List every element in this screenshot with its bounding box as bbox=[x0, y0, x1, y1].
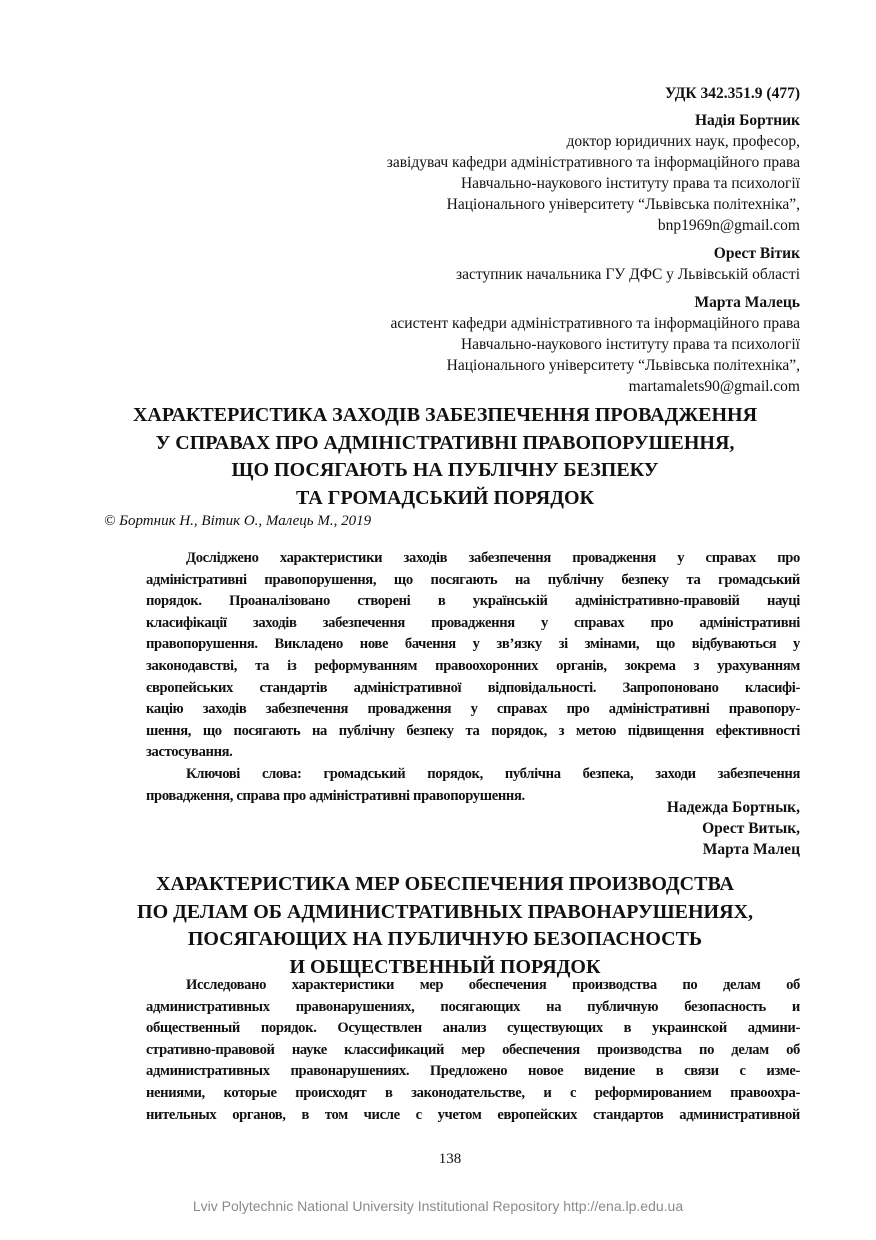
author-name-ru: Марта Малец bbox=[702, 841, 800, 858]
title-line: ХАРАКТЕРИСТИКА ЗАХОДІВ ЗАБЕЗПЕЧЕННЯ ПРОВАДЖЕННЯ bbox=[132, 404, 758, 426]
copyright: © Бортник Н., Вітик О., Малець М., 2019 bbox=[104, 513, 372, 529]
abstract-line: нениями, которые происходят в законодательстве, и с реформированием правоохра- bbox=[146, 1084, 800, 1101]
abstract-line: Исследовано характеристики мер обеспечения производства по делам об bbox=[186, 977, 800, 993]
author-affiliation: Національного університету “Львівська політехніка”, bbox=[446, 357, 800, 374]
abstract-line: застосування. bbox=[146, 744, 233, 761]
keywords-line: Ключові слова: громадський порядок, публічна безпека, заходи забезпечення bbox=[186, 765, 800, 782]
abstract-ua bbox=[146, 548, 800, 807]
keywords-line: провадження, справа про адміністративні правопорушення. bbox=[146, 787, 525, 804]
abstract-line: адміністративні правопорушення, що посягають на публічну безпеку та громадський bbox=[146, 571, 800, 588]
abstract-line: нительных органов, в том числе с учетом европейских стандартов административной bbox=[146, 1106, 800, 1123]
author-name-ru: Орест Витык, bbox=[702, 820, 800, 837]
page-number: 138 bbox=[438, 1151, 462, 1167]
author-affiliation: завідувач кафедри адміністративного та інформаційного права bbox=[386, 154, 800, 171]
author-name: Марта Малець bbox=[694, 294, 800, 311]
abstract-line: класифікації заходів забезпечення провадження у справах про адміністративні bbox=[146, 614, 800, 631]
abstract-line: административных правонарушениях, посягающих на публичную безопасность и bbox=[146, 998, 800, 1015]
author-affiliation: Національного університету “Львівська політехніка”, bbox=[446, 196, 800, 213]
title-line: ПОСЯГАЮЩИХ НА ПУБЛИЧНУЮ БЕЗОПАСНОСТЬ bbox=[187, 928, 703, 950]
author-name: Надія Бортник bbox=[694, 112, 800, 129]
author-affiliation: Навчально-наукового інституту права та психології bbox=[460, 175, 800, 192]
udc-code: УДК 342.351.9 (477) bbox=[664, 85, 800, 102]
author-name: Орест Вітик bbox=[713, 245, 800, 262]
author-block-ua bbox=[387, 110, 800, 397]
title-line: У СПРАВАХ ПРО АДМІНІСТРАТИВНІ ПРАВОПОРУШЕННЯ, bbox=[155, 431, 735, 454]
title-ru bbox=[0, 871, 876, 981]
title-ua bbox=[0, 402, 876, 512]
abstract-line: административных правонарушениях. Предложено новое видение в связи с изме- bbox=[146, 1063, 800, 1080]
title-line: ПО ДЕЛАМ ОБ АДМИНИСТРАТИВНЫХ ПРАВОНАРУШЕНИЯХ, bbox=[137, 900, 753, 923]
author-affiliation: асистент кафедри адміністративного та інформаційного права bbox=[390, 315, 800, 332]
author-email[interactable]: martamalets90@gmail.com bbox=[628, 378, 800, 395]
abstract-line: європейських стандартів адміністративної відповідальності. Запропоновано класифі- bbox=[146, 679, 800, 696]
title-line: И ОБЩЕСТВЕННЫЙ ПОРЯДОК bbox=[289, 955, 601, 978]
abstract-line: стративно-правовой науке классификаций мер обеспечения производства по делам об bbox=[146, 1041, 800, 1058]
title-line: ЩО ПОСЯГАЮТЬ НА ПУБЛІЧНУ БЕЗПЕКУ bbox=[231, 459, 659, 481]
author-affiliation: заступник начальника ГУ ДФС у Львівській області bbox=[456, 266, 800, 283]
authors-ru bbox=[667, 797, 800, 860]
author-email[interactable]: bnp1969n@gmail.com bbox=[657, 217, 800, 234]
abstract-line: шення, що посягають на публічну безпеку та порядок, з метою підвищення ефективності bbox=[146, 722, 800, 739]
abstract-line: правопорушення. Викладено нове бачення у зв’язку зі змінами, що відбуваються у bbox=[146, 636, 800, 653]
repository-footer: Lviv Polytechnic National University Institutional Repository http://ena.lp.edu.ua bbox=[192, 1198, 684, 1214]
author-affiliation: Навчально-наукового інституту права та психології bbox=[460, 336, 800, 353]
abstract-line: порядок. Проаналізовано створені в українській адміністративно-правовій науці bbox=[146, 593, 800, 610]
title-line: ХАРАКТЕРИСТИКА МЕР ОБЕСПЕЧЕНИЯ ПРОИЗВОДСТВА bbox=[156, 873, 734, 895]
author-affiliation: доктор юридичних наук, професор, bbox=[566, 133, 800, 150]
abstract-line: Досліджено характеристики заходів забезпечення провадження у справах про bbox=[186, 550, 800, 566]
abstract-line: общественный порядок. Осуществлен анализ существующих в украинской админи- bbox=[146, 1020, 800, 1037]
abstract-line: законодавстві, та із реформуванням правоохоронних органів, зокрема з урахуванням bbox=[146, 657, 800, 674]
abstract-line: кацію заходів забезпечення провадження у справах про адміністративні правопору- bbox=[146, 701, 800, 718]
abstract-ru bbox=[146, 975, 800, 1126]
title-line: ТА ГРОМАДСЬКИЙ ПОРЯДОК bbox=[295, 486, 595, 509]
author-name-ru: Надежда Бортнык, bbox=[666, 799, 800, 816]
